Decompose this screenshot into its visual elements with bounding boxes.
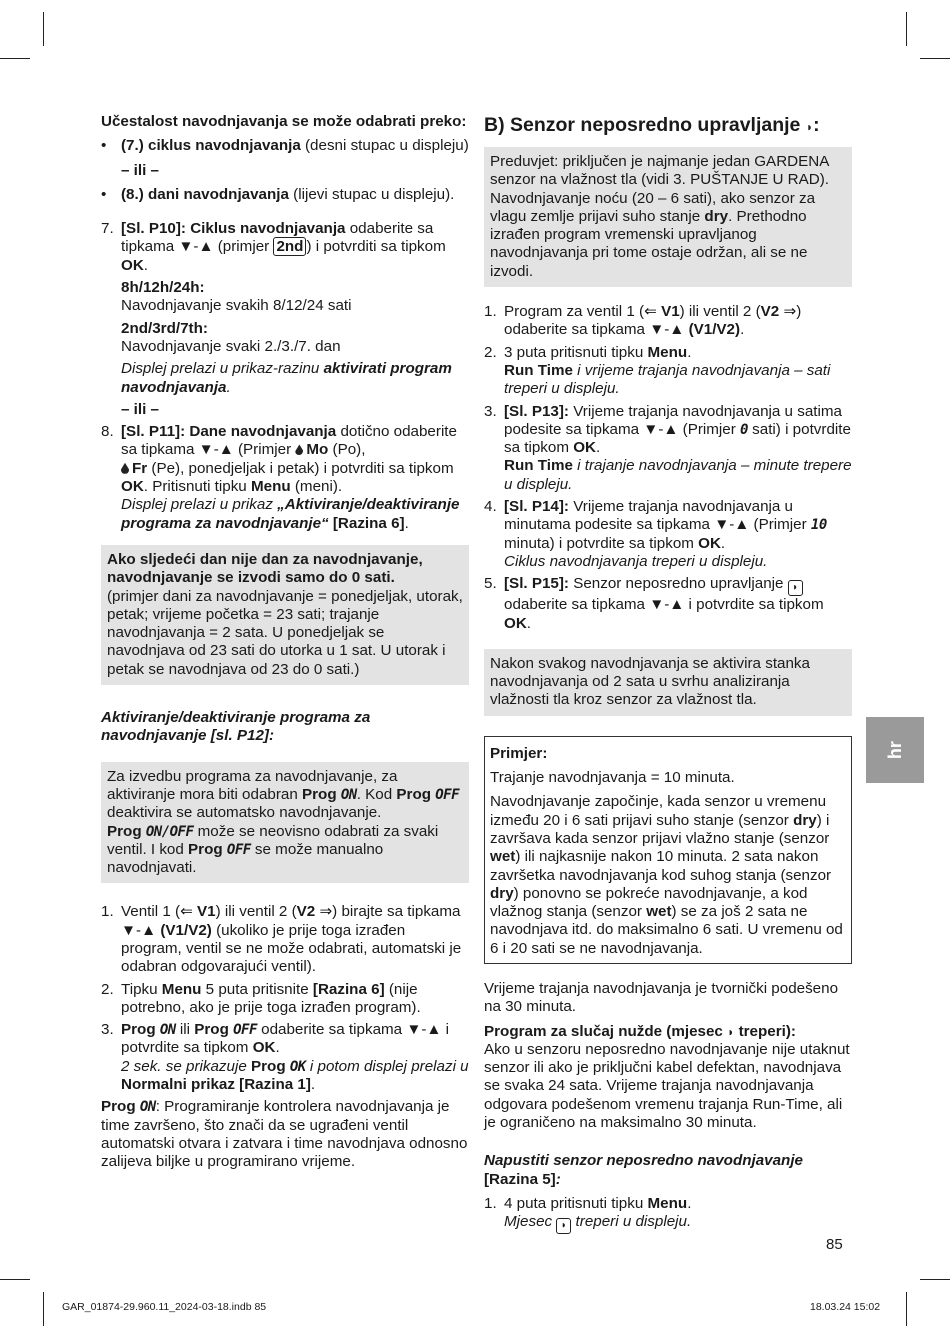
section-title <box>484 113 852 139</box>
section-title-text: B) Senzor neposredno upravljanje <box>484 114 806 136</box>
example-text: ) se za još 2 sata ne navodnjava itd. do maksimalno 6 sati. U vremenu od 6 i 20 sati se ne navodnjavanja. <box>490 903 843 957</box>
step-text: minuta) i potvrdite sa tipkom <box>504 534 699 552</box>
step-text: ) ili ventil 2 ( <box>215 903 297 921</box>
step-text: odaberite sa tipkama ▼-▲ i potvrdite sa tipkom <box>504 596 824 614</box>
step-text: . <box>596 439 601 457</box>
step-text: . <box>720 534 726 552</box>
info-text: . Prethodno izrađen program vremenski upravljanog navodnjavanja pri tome ostaje održan, ali se ne izvodi. <box>490 207 808 280</box>
step-text: ) ili ventil 2 ( <box>679 303 761 321</box>
list-item <box>101 137 469 155</box>
step-text: . <box>143 256 149 274</box>
display-ten: 10 <box>810 517 827 534</box>
step-text: . <box>740 321 745 339</box>
crop-mark <box>920 1279 950 1280</box>
display-note: . <box>226 378 231 396</box>
display-note: 2 sek. se prikazuje <box>121 1057 251 1075</box>
right-column <box>484 113 852 1234</box>
menu-key: Menu <box>161 980 202 998</box>
step-1 <box>484 303 852 340</box>
step-text: odaberite sa tipkama ▼-▲ i potvrdite sa tipkom <box>121 1021 450 1057</box>
prog-label: Prog <box>107 822 142 840</box>
step-label: [Sl. P10]: Ciklus navodnjavanja <box>121 220 346 238</box>
emergency-title-text: treperi): <box>734 1022 796 1040</box>
exit-title-text: : <box>555 1170 561 1188</box>
sensor-dry: dry <box>793 811 817 829</box>
step-text: Vrijeme trajanja navodnjavanja u minutama podesite sa tipkama ▼-▲ (Primjer <box>504 498 811 534</box>
display-value: 2nd <box>273 237 306 256</box>
info-box <box>101 545 469 685</box>
menu-key: Menu <box>647 1194 688 1212</box>
step-number: 2. <box>101 980 114 998</box>
pause-info-box: Nakon svakog navodnjavanja se aktivira stanka navodnjavanja od 2 sata u svrhu analiziranja vlažnosti tla kroz senzor za vlažnost tla. <box>484 649 852 716</box>
info-text: Za izvedbu programa za navodnjavanje, za aktiviranje mora biti odabran <box>107 767 398 803</box>
subsection-title: Aktiviranje/deaktiviranje programa za navodnjavanje [sl. P12]: <box>101 709 371 745</box>
ok-key: OK <box>504 614 527 632</box>
ok-key: OK <box>121 256 144 274</box>
step-text: ili <box>175 1021 195 1039</box>
prog-label: Prog <box>188 840 223 858</box>
step-number: 2. <box>484 343 497 361</box>
step-3 <box>101 1021 469 1094</box>
step-text: Tipku <box>121 980 162 998</box>
info-box-title: Ako sljedeći dan nije dan za navodnjavanje, navodnjavanje se izvodi samo do 0 sati. <box>107 550 423 587</box>
sensor-wet: wet <box>490 848 516 866</box>
display-note: Displej prelazi u prikaz-razinu <box>121 360 324 378</box>
footer-timestamp: 18.03.24 15:02 <box>810 1301 881 1313</box>
bullet-bold: (7.) ciklus navodnjavanja <box>121 137 301 155</box>
example-paragraph <box>490 793 846 958</box>
option-title: 2nd/3rd/7th: <box>121 319 208 337</box>
step-number: 3. <box>484 402 497 420</box>
prog-label: Prog <box>121 1021 156 1039</box>
step-text: 5 puta pritisnite <box>201 980 313 998</box>
option-title: 8h/12h/24h: <box>121 279 205 297</box>
step-text: ⇒) odaberite sa tipkama ▼-▲ <box>504 303 802 339</box>
step-text: (Pe), ponedjeljak i petak) i potvrditi sa tipkom <box>147 459 454 477</box>
page-number: 85 <box>826 1236 843 1253</box>
display-note: Mjesec <box>504 1213 557 1231</box>
step-label: [Sl. P14]: <box>504 498 569 516</box>
step-5 <box>484 575 852 633</box>
sensor-dry: dry <box>490 884 514 902</box>
valve-2: V2 <box>296 903 316 921</box>
level-label: [Razina 1] <box>234 1076 311 1094</box>
prog-label: Prog <box>101 1098 136 1116</box>
example-text: ) ili najkasnije nakon 10 minuta. 2 sata nakon završetka navodnjavanja kod suhog stanja (senzor <box>490 848 832 884</box>
crop-mark <box>0 1279 30 1280</box>
step-label: [Sl. P15]: <box>504 575 569 593</box>
step-text: . <box>310 1076 316 1094</box>
crop-mark <box>43 12 44 46</box>
ok-key: OK <box>573 439 596 457</box>
display-on: ON <box>159 1022 176 1039</box>
run-time-label: Run Time <box>504 457 573 475</box>
prog-label: Prog <box>251 1057 286 1075</box>
run-time-label: Run Time <box>504 361 573 379</box>
display-zero: 0 <box>740 421 748 438</box>
example-title: Primjer: <box>490 744 548 762</box>
emergency-title-text: Program za slučaj nužde (mjesec <box>484 1022 728 1040</box>
display-note: Ciklus navodnjavanja treperi u displeju. <box>504 552 768 570</box>
display-note: i potom displej prelazi u <box>305 1057 469 1075</box>
step-text: ⇒) birajte sa tipkama ▼-▲ <box>121 903 461 939</box>
step-text: . <box>687 343 692 361</box>
step-1 <box>101 903 469 976</box>
exit-title <box>484 1152 852 1189</box>
level-label: [Razina 6] <box>312 980 385 998</box>
emergency-title <box>484 1023 852 1041</box>
step-label: [Sl. P13]: <box>504 402 569 420</box>
language-tab-label: hr <box>884 740 905 759</box>
step-number: 1. <box>101 903 114 921</box>
display-note: i vrijeme trajanja navodnjavanja – sati treperi u displeju. <box>504 361 831 398</box>
step-text: Senzor neposredno upravljanje <box>569 575 788 593</box>
step-text: dotično odaberite sa tipkama ▼-▲ (Primjer <box>121 423 457 459</box>
valve-select: (V1/V2) <box>688 321 741 339</box>
bullet-bold: (8.) dani navodnjavanja <box>121 185 289 203</box>
example-text: ) i završava kada senzor prijavi vlažno stanje (senzor <box>490 811 830 847</box>
exit-title-text: Napustiti senzor neposredno navodnjavanje <box>484 1152 803 1170</box>
step-number: 3. <box>101 1021 114 1039</box>
moon-icon: ◗ <box>556 1218 571 1234</box>
step-text: sati) i potvrdite sa tipkom <box>504 420 851 457</box>
section-title-text: : <box>813 114 820 136</box>
bullet-text: (desni stupac u displeju) <box>300 137 469 155</box>
step-number: 1. <box>484 1194 497 1212</box>
ok-key: OK <box>252 1039 276 1057</box>
menu-key: Menu <box>647 343 688 361</box>
step-number: 1. <box>484 303 497 321</box>
prog-label: Prog <box>302 785 337 803</box>
prerequisite-box <box>484 147 852 287</box>
bullet-text: (lijevi stupac u displeju). <box>288 185 455 203</box>
final-paragraph <box>101 1098 469 1171</box>
step-7 <box>101 220 469 419</box>
step-text: Ventil 1 (⇐ <box>121 903 198 921</box>
display-off: OFF <box>233 1022 257 1039</box>
step-number: 5. <box>484 575 497 593</box>
step-text: (nije potrebno, ako je prije toga izrađen program). <box>121 980 421 1016</box>
crop-mark <box>0 58 30 59</box>
step-text: (ukoliko je prije toga izrađen program, ventil se ne može odabrati, automatski je odabran odgovarajući ventil). <box>121 921 462 976</box>
display-on: ON <box>139 1099 156 1116</box>
sensor-wet: wet <box>646 903 672 921</box>
step-number: 8. <box>101 423 114 441</box>
final-text: : Programiranje kontrolera navodnjavanja je time završeno, što znači da se ugrađeni ventil automatski otvara i zatvara i time navodnjava odnosno zalijeva biljke u programirano vrijeme. <box>101 1098 468 1171</box>
step-3 <box>484 403 852 494</box>
info-text: Preduvjet: priključen je najmanje jedan GARDENA senzor na vlažnost tla (vidi 3. PUŠTANJE U RAD). Navodnjavanje noću (20 – 6 sati), ako senzor za vlagu zemlje prijavi suho stanje <box>490 153 830 225</box>
step-2 <box>484 344 852 399</box>
display-off: OFF <box>435 786 460 803</box>
step-text: . <box>275 1039 280 1057</box>
step-text: (Po), <box>328 441 366 459</box>
info-text: se može manualno navodnjavati. <box>107 840 384 877</box>
step-number: 7. <box>101 220 114 238</box>
drop-icon <box>295 444 303 455</box>
level-label: [Razina 6] <box>328 514 405 532</box>
menu-key: Menu <box>250 478 291 496</box>
moon-icon: ◗ <box>727 1024 735 1039</box>
step-text: . <box>687 1194 692 1212</box>
step-label: [Sl. P11]: Dane navodnjavanja <box>121 423 337 441</box>
example-text: ) ponovno se pokreće navodnjavanje, a kod vlažnog stanja (senzor <box>490 884 808 921</box>
display-on: ON <box>340 786 357 803</box>
example-box <box>484 736 852 964</box>
footer-file-name: GAR_01874-29.960.11_2024-03-18.indb 85 <box>62 1301 267 1313</box>
info-text: može se neovisno odabrati za svaki ventil. I kod <box>107 822 439 858</box>
drop-icon <box>121 463 129 474</box>
ok-key: OK <box>698 534 721 552</box>
step-text: odaberite sa tipkama ▼-▲ (primjer <box>121 220 434 256</box>
display-off: OFF <box>226 841 251 858</box>
step-text: 4 puta pritisnuti tipku <box>504 1194 648 1212</box>
list-item <box>101 186 469 204</box>
option-text: Navodnjavanje svakih 8/12/24 sati <box>121 297 352 315</box>
step-text: (meni). <box>290 478 343 496</box>
sensor-dry: dry <box>704 207 729 225</box>
moon-icon: ◗ <box>805 120 814 134</box>
valve-select: (V1/V2) <box>160 921 212 939</box>
valve-1: V1 <box>197 903 216 921</box>
step-text: ) i potvrditi sa tipkom <box>306 238 446 256</box>
step-text: Vrijeme trajanja navodnjavanja u satima podesite sa tipkama ▼-▲ (Primjer <box>504 402 842 438</box>
prog-label: Prog <box>396 785 432 803</box>
display-onoff: ON/OFF <box>145 823 194 840</box>
crop-mark <box>43 1292 44 1326</box>
crop-mark <box>920 58 950 59</box>
example-text: Trajanje navodnjavanja = 10 minuta. <box>490 769 735 787</box>
normal-view-label: Normalni prikaz <box>121 1076 235 1094</box>
exit-step-1 <box>484 1195 852 1234</box>
step-text: . Pritisnuti tipku <box>143 478 251 496</box>
factory-setting-text: Vrijeme trajanja navodnjavanja je tvornički podešeno na 30 minuta. <box>484 979 839 1016</box>
ok-key: OK <box>121 478 144 496</box>
language-tab <box>866 717 924 783</box>
left-column <box>101 113 469 1172</box>
intro-title: Učestalost navodnjavanja se može odabrati preko: <box>101 113 467 130</box>
display-note: i trajanje navodnjavanja – minute trepere u displeju. <box>504 457 852 493</box>
example-text: Navodnjavanje započinje, kada senzor u vremenu između 20 i 6 sati prijavi suho stanje (senzor <box>490 793 827 829</box>
step-text: . <box>526 614 532 632</box>
step-4 <box>484 498 852 571</box>
level-label: [Razina 5] <box>484 1170 556 1188</box>
info-box <box>101 762 469 884</box>
step-8 <box>101 423 469 533</box>
crop-mark <box>906 1292 907 1326</box>
prog-label: Prog <box>194 1021 229 1039</box>
step-number: 4. <box>484 498 497 516</box>
option-text: Navodnjavanje svaki 2./3./7. dan <box>121 337 341 355</box>
info-box-text: (primjer dani za navodnjavanje = ponedjeljak, utorak, petak; vrijeme početka = 23 sati; trajanje navodnjavanja = 2 sata. U ponedjeljak se navodnjava od 23 sati do utorka u 1 sat. U utorak i petak se navodnjava od 23 do 0 sati.) <box>107 587 463 678</box>
step-2 <box>101 981 469 1018</box>
display-note-bold: „Aktiviranje/deaktiviranje programa za navodnjavanje“ <box>121 496 460 532</box>
crop-mark <box>906 12 907 46</box>
info-text: deaktivira se automatsko navodnjavanje. <box>107 804 382 822</box>
step-text: . <box>404 514 409 532</box>
valve-2: V2 <box>760 303 780 321</box>
display-note: Displej prelazi u prikaz <box>121 496 278 514</box>
display-note: treperi u displeju. <box>571 1213 692 1231</box>
moon-icon: ◗ <box>788 580 803 596</box>
or-separator: – ili – <box>121 400 159 418</box>
day-fr: Fr <box>132 459 148 477</box>
day-mo: Mo <box>306 441 329 459</box>
emergency-text: Ako u senzoru neposredno navodnjavanje nije utaknut senzor ili ako je priključni kabel defektan, navodnjava se svaka 24 sata. Vrijeme trajanja navodnjavanja odgovara podešenom vremenu trajanja Run-Time, ali je ograničeno na maksimalno 30 minuta. <box>484 1040 850 1132</box>
or-separator: – ili – <box>121 161 159 179</box>
valve-1: V1 <box>661 303 680 321</box>
step-text: 3 puta pritisnuti tipku <box>504 343 648 361</box>
display-note-bold: aktivirati program navodnjavanja <box>121 360 452 396</box>
step-text: Program za ventil 1 (⇐ <box>504 303 662 321</box>
info-text: . Kod <box>356 785 397 803</box>
display-ok: OK <box>289 1058 306 1075</box>
